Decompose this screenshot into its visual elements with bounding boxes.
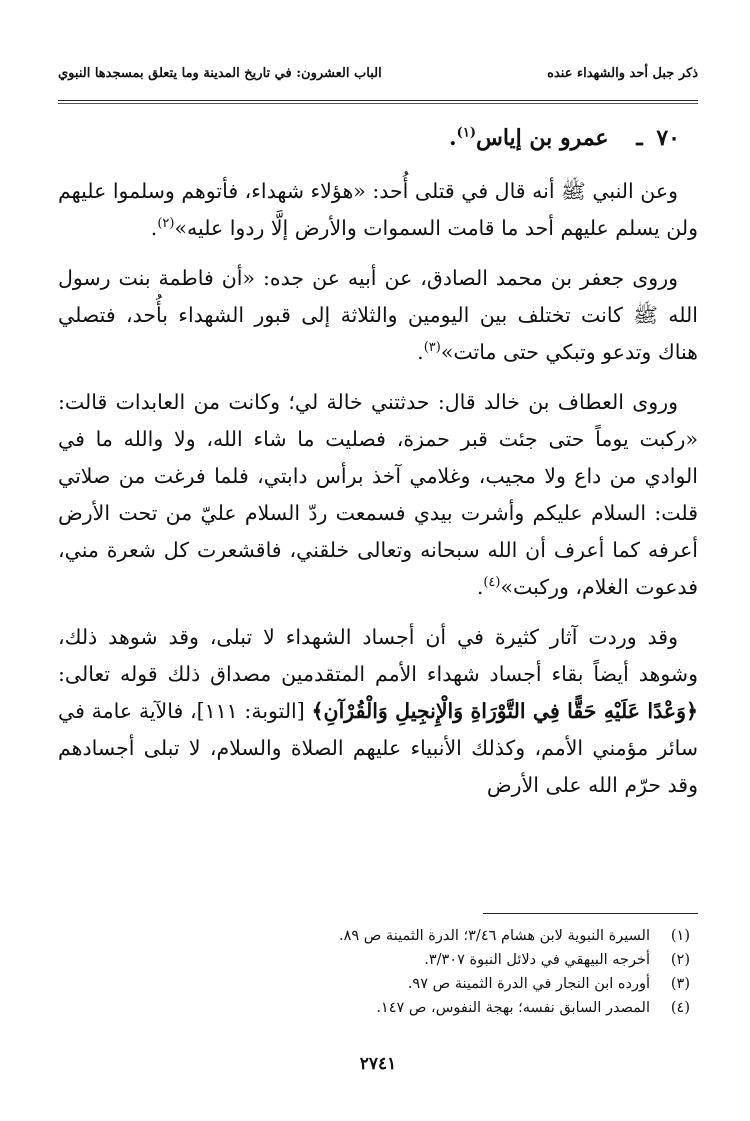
entry-name: عمرو بن إياس (475, 125, 609, 151)
paragraph-end: . (417, 340, 424, 364)
footnote-ref[interactable]: (٢) (157, 216, 175, 232)
entry-number: ٧٠ (656, 125, 680, 151)
footnotes (58, 924, 698, 1020)
paragraph-text: وعن النبي ﷺ أنه قال في قتلى أُحد: «هؤلاء شهداء، فأتوهم وسلموا عليهم ولن يسلم عليهم أحد ما قامت السموات والأرض إلَّا ردوا عليه» (58, 179, 698, 240)
entry-heading (58, 120, 680, 157)
page-number: ٢٧٤١ (359, 1054, 397, 1074)
paragraph-text: وقد وردت آثار كثيرة في أن أجساد الشهداء لا تبلى، وقد شوهد ذلك، وشوهد أيضاً بقاء أجساد شهداء الأمم المتقدمين مصداق ذلك قوله تعالى: (58, 625, 698, 686)
footnote (58, 948, 698, 972)
footnote-number: (٣) (670, 976, 690, 992)
header-chapter-title: الباب العشرون: في تاريخ المدينة وما يتعلق بمسجدها النبوي (58, 66, 382, 81)
header-section-title: ذكر جبل أحد والشهداء عنده (547, 66, 698, 81)
paragraph (58, 173, 698, 247)
header-rule (58, 100, 698, 101)
running-header (58, 66, 698, 94)
footnote (58, 924, 698, 948)
paragraph-end: . (150, 216, 158, 240)
footnote-text: أورده ابن النجار في الدرة الثمينة ص ٩٧. (407, 976, 650, 992)
paragraph-text: [التوبة: ١١١]، فالآية عامة في سائر مؤمني الأمم، وكذلك الأنبياء عليهم الصلاة والسلام، لا تبلى أجسادهم وقد حرّم الله على الأرض (58, 699, 698, 797)
paragraph (58, 619, 698, 804)
quran-verse: ﴿وَعْدًا عَلَيْهِ حَقًّا فِي التَّوْرَاةِ وَالْإِنجِيلِ وَالْقُرْآنِ﴾ (311, 699, 698, 723)
paragraph-text: وروى العطاف بن خالد قال: حدثتني خالة لي؛ وكانت من العابدات قالت: «ركبت يوماً حتى جئت قبر حمزة، فصليت ما شاء الله، ولا والله ما في الوادي من داع ولا مجيب، وغلامي آخذ برأس دابتي، فلما فرغت من صلاتي قلت: السلام عليكم وأشرت بيدي فسمعت ردّ السلام عليّ من تحت الأرض أعرفه كما أعرف أن الله سبحانه وتعالى خلقني، فاقشعرت كل شعرة مني، فدعوت الغلام، وركبت» (58, 390, 698, 599)
footnote-rule (483, 913, 698, 914)
footnote-text: أخرجه البيهقي في دلائل النبوة ٣/٣٠٧. (424, 952, 650, 968)
footnote (58, 996, 698, 1020)
footnote-number: (١) (670, 928, 690, 944)
footnote-text: المصدر السابق نفسه؛ بهجة النفوس، ص ١٤٧. (376, 1000, 650, 1016)
footnote-ref[interactable]: (٣) (423, 340, 441, 356)
entry-end: . (449, 125, 457, 151)
footnote-number: (٢) (670, 952, 690, 968)
footnote-ref[interactable]: (١) (456, 125, 476, 141)
paragraph (58, 260, 698, 371)
paragraph-end: . (476, 575, 484, 599)
footnote (58, 972, 698, 996)
footnote-text: السيرة النبوية لابن هشام ٣/٤٦؛ الدرة الثمينة ص ٨٩. (338, 928, 650, 944)
entry-dash: ـ (636, 125, 643, 151)
paragraph-text: وروى جعفر بن محمد الصادق، عن أبيه عن جده: «أن فاطمة بنت رسول الله ﷺ كانت تختلف بين اليومين والثلاثة إلى قبور الشهداء بأُحد، فتصلي هناك وتدعو وتبكي حتى ماتت» (58, 266, 698, 364)
footnote-ref[interactable]: (٤) (483, 575, 501, 591)
header-rule-thin (58, 103, 698, 104)
book-page (58, 58, 698, 1098)
paragraph (58, 384, 698, 606)
footnote-number: (٤) (670, 1000, 690, 1016)
main-text (58, 120, 698, 817)
